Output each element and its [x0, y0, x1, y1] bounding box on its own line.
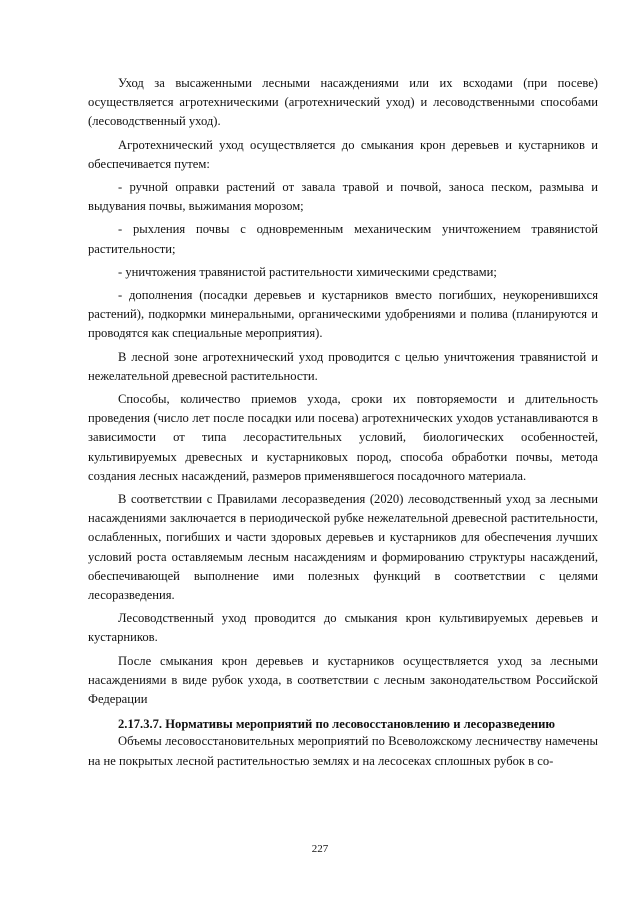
paragraph: Агротехнический уход осуществляется до смыкания крон деревьев и кустарников и обеспечивается путем:: [88, 137, 598, 171]
section-heading: 2.17.3.7. Нормативы мероприятий по лесовосстановлению и лесоразведению: [118, 717, 555, 732]
list-item: - уничтожения травянистой растительности химическими средствами;: [118, 264, 497, 279]
paragraph: В лесной зоне агротехнический уход проводится с целью уничтожения травянистой и нежелательной древесной растительности.: [88, 349, 598, 383]
document-body: [88, 74, 598, 775]
paragraph: После смыкания крон деревьев и кустарников осуществляется уход за лесными насаждениями в виде рубок ухода, в соответствии с лесным законодательством Российской Федерации: [88, 653, 598, 707]
list-item: - рыхления почвы с одновременным механическим уничтожением травянистой растительности;: [88, 222, 598, 256]
paragraph: Объемы лесовосстановительных мероприятий по Всеволожскому лесничеству намечены на не покрытых лесной растительностью землях и на лесосеках сплошных рубок в со-: [88, 734, 598, 768]
paragraph: Уход за высаженными лесными насаждениями или их всходами (при посеве) осуществляется агротехническими (агротехнический уход) и лесоводственными способами (лесоводственный уход).: [88, 76, 598, 129]
paragraph: Лесоводственный уход проводится до смыкания крон культивируемых деревьев и кустарников.: [88, 611, 598, 645]
list-item: - дополнения (посадки деревьев и кустарников вместо погибших, неукоренившихся растений), подкормки минеральными, органическими удобрениями и полива (планируются и проводятся как специальные мероприятия).: [88, 288, 598, 341]
list-item: - ручной оправки растений от завала травой и почвой, заноса песком, размыва и выдувания почвы, выжимания морозом;: [88, 180, 598, 214]
paragraph: Способы, количество приемов ухода, сроки их повторяемости и длительность проведения (число лет после посадки или посева) агротехнических уходов устанавливаются в зависимости от типа лесорастительных условий, биологических особенностей, культивируемых древесных и кустарниковых пород, способа обработки почвы, метода создания лесных насаждений, размеров применявшегося посадочного материала.: [88, 392, 598, 483]
paragraph: В соответствии с Правилами лесоразведения (2020) лесоводственный уход за лесными насаждениями заключается в периодической рубке нежелательной древесной растительности, ослабленных, погибших и части здоровых деревьев и кустарников для обеспечения лучших условий роста оставляемым лесным насаждениям и формированию структуры насаждений, обеспечивающей выполнение ими полезных функций в соответствии с целями лесоразведения.: [88, 492, 598, 603]
page-number: 227: [311, 843, 329, 855]
